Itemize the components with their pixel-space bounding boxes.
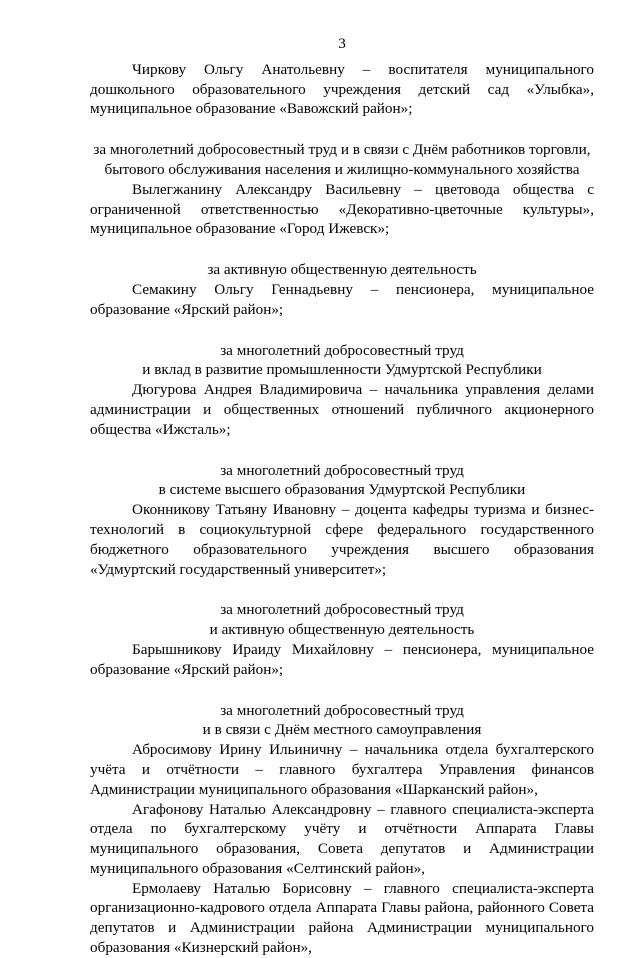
page-number: 3 bbox=[338, 35, 346, 52]
award-heading: бытового обслуживания населения и жилищно-коммунального хозяйства bbox=[104, 160, 580, 178]
paragraph-spacer bbox=[90, 119, 594, 140]
awardee-paragraph: Ермолаеву Наталью Борисовну – главного специалиста-эксперта организационно-кадрового отдела Аппарата Главы района, районного Совета депутатов и Администрации района Администрации муниципального образования «Кизнерский район», bbox=[90, 879, 594, 957]
award-heading: и в связи с Днём местного самоуправления bbox=[202, 721, 482, 739]
awardee-paragraph: Чиркову Ольгу Анатольевну – воспитателя муниципального дошкольного образовательного учреждения детский сад «Улыбка», муниципальное образование «Вавожский район»; bbox=[90, 60, 594, 118]
awardee-paragraph: Абросимову Ирину Ильиничну – начальника отдела бухгалтерского учёта и отчётности – главного бухгалтера Управления финансов Администрации муниципального образования «Шарканский район», bbox=[90, 741, 594, 798]
award-heading: и вклад в развитие промышленности Удмуртской Республики bbox=[142, 361, 542, 379]
awardee-paragraph: Оконникову Татьяну Ивановну – доцента кафедры туризма и бизнес-технологий в социокультурной сфере федерального государственного бюджетного образовательного учреждения высшего образования «Удмуртский государственный университет»; bbox=[90, 501, 594, 578]
award-heading: за многолетний добросовестный труд bbox=[220, 601, 464, 619]
awardee-paragraph: Дюгурова Андрея Владимировича – начальника управления делами администрации и общественных отношений публичного акционерного общества «Ижсталь»; bbox=[90, 381, 594, 438]
award-heading: за многолетний добросовестный труд и в связи с Днём работников торговли, bbox=[93, 141, 591, 159]
award-heading: за многолетний добросовестный труд bbox=[220, 461, 464, 479]
award-heading: за активную общественную деятельность bbox=[207, 261, 477, 279]
paragraph-spacer bbox=[90, 320, 594, 341]
paragraph-spacer bbox=[90, 579, 594, 600]
awardee-paragraph: Агафонову Наталью Александровну – главного специалиста-эксперта отдела по бухгалтерскому учёту и отчётности Аппарата Главы муниципального образования, Совета депутатов и Администрации муниципального образования «Селтинский район», bbox=[90, 800, 594, 877]
award-heading: за многолетний добросовестный труд bbox=[220, 341, 464, 359]
award-heading: за многолетний добросовестный труд bbox=[220, 701, 464, 719]
paragraph-spacer bbox=[90, 440, 594, 461]
document-body bbox=[90, 60, 594, 958]
award-heading: и активную общественную деятельность bbox=[209, 621, 475, 639]
paragraph-spacer bbox=[90, 680, 594, 701]
awardee-paragraph: Барышникову Ираиду Михайловну – пенсионера, муниципальное образование «Ярский район»; bbox=[90, 640, 594, 678]
award-heading: в системе высшего образования Удмуртской Республики bbox=[158, 481, 526, 499]
awardee-paragraph: Вылегжанину Александру Васильевну – цветовода общества с ограниченной ответственностью «Декоративно-цветочные культуры», муниципальное образование «Город Ижевск»; bbox=[90, 180, 594, 238]
paragraph-spacer bbox=[90, 239, 594, 260]
awardee-paragraph: Семакину Ольгу Геннадьевну – пенсионера, муниципальное образование «Ярский район»; bbox=[90, 280, 594, 318]
